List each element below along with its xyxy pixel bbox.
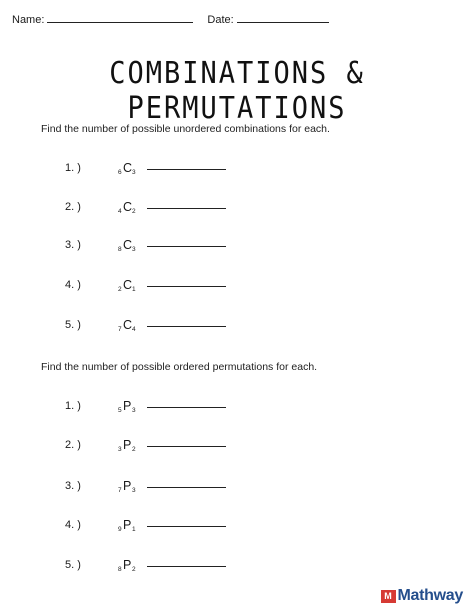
answer-blank[interactable] (147, 446, 226, 447)
combination-problem-3 (65, 235, 136, 255)
r-value: 2 (132, 208, 136, 215)
operator-letter: C (123, 318, 133, 332)
answer-blank[interactable] (147, 246, 226, 247)
answer-blank[interactable] (147, 208, 226, 209)
mathway-logo-icon: M (381, 590, 396, 603)
answer-blank[interactable] (147, 566, 226, 567)
problem-number: 2. ) (65, 439, 81, 451)
r-value: 3 (132, 246, 136, 253)
mathway-logo-text: Mathway (397, 587, 463, 604)
combination-expression (92, 275, 136, 295)
n-value: 7 (118, 326, 122, 333)
combinations-instruction: Find the number of possible unordered combinations for each. (41, 123, 330, 135)
problem-number: 1. ) (65, 162, 81, 174)
r-value: 1 (132, 526, 136, 533)
combination-problem-5 (65, 315, 136, 335)
operator-letter: C (123, 238, 133, 252)
n-value: 4 (118, 208, 122, 215)
date-blank[interactable] (237, 11, 329, 23)
permutation-problem-1 (65, 396, 136, 416)
permutation-expression (92, 476, 136, 496)
permutation-problem-5 (65, 555, 136, 575)
operator-letter: C (123, 278, 133, 292)
combination-expression (92, 235, 136, 255)
operator-letter: P (123, 558, 132, 572)
r-value: 2 (132, 446, 136, 453)
problem-number: 1. ) (65, 400, 81, 412)
permutation-expression (92, 515, 136, 535)
problem-number: 3. ) (65, 239, 81, 251)
problem-number: 3. ) (65, 480, 81, 492)
problem-number: 4. ) (65, 519, 81, 531)
mathway-logo (381, 587, 463, 605)
n-value: 2 (118, 286, 122, 293)
combination-expression (92, 197, 136, 217)
answer-blank[interactable] (147, 286, 226, 287)
combination-problem-4 (65, 275, 136, 295)
combination-expression (92, 158, 136, 178)
problem-number: 4. ) (65, 279, 81, 291)
problem-number: 5. ) (65, 559, 81, 571)
answer-blank[interactable] (147, 407, 226, 408)
r-value: 3 (132, 169, 136, 176)
answer-blank[interactable] (147, 326, 226, 327)
r-value: 3 (132, 407, 136, 414)
answer-blank[interactable] (147, 526, 226, 527)
answer-blank[interactable] (147, 169, 226, 170)
n-value: 6 (118, 169, 122, 176)
n-value: 8 (118, 246, 122, 253)
r-value: 2 (132, 566, 136, 573)
n-value: 8 (118, 566, 122, 573)
n-value: 3 (118, 446, 122, 453)
operator-letter: P (123, 438, 132, 452)
n-value: 7 (118, 487, 122, 494)
name-blank[interactable] (47, 11, 193, 23)
name-label: Name: (12, 14, 45, 26)
permutation-problem-4 (65, 515, 136, 535)
permutation-expression (92, 435, 136, 455)
worksheet-header (12, 11, 329, 27)
n-value: 9 (118, 526, 122, 533)
operator-letter: C (123, 200, 133, 214)
date-label: Date: (207, 14, 234, 26)
combination-expression (92, 315, 136, 335)
operator-letter: P (123, 399, 132, 413)
permutations-instruction: Find the number of possible ordered permutations for each. (41, 361, 318, 373)
operator-letter: P (123, 518, 132, 532)
r-value: 4 (132, 326, 136, 333)
operator-letter: C (123, 161, 133, 175)
permutation-problem-2 (65, 435, 136, 455)
combination-problem-1 (65, 158, 136, 178)
permutation-expression (92, 396, 136, 416)
r-value: 1 (132, 286, 136, 293)
r-value: 3 (132, 487, 136, 494)
permutation-problem-3 (65, 476, 136, 496)
answer-blank[interactable] (147, 487, 226, 488)
operator-letter: P (123, 479, 132, 493)
problem-number: 2. ) (65, 201, 81, 213)
permutation-expression (92, 555, 136, 575)
problem-number: 5. ) (65, 319, 81, 331)
worksheet-title: COMBINATIONS & PERMUTATIONS (109, 56, 365, 126)
n-value: 5 (118, 407, 122, 414)
combination-problem-2 (65, 197, 136, 217)
